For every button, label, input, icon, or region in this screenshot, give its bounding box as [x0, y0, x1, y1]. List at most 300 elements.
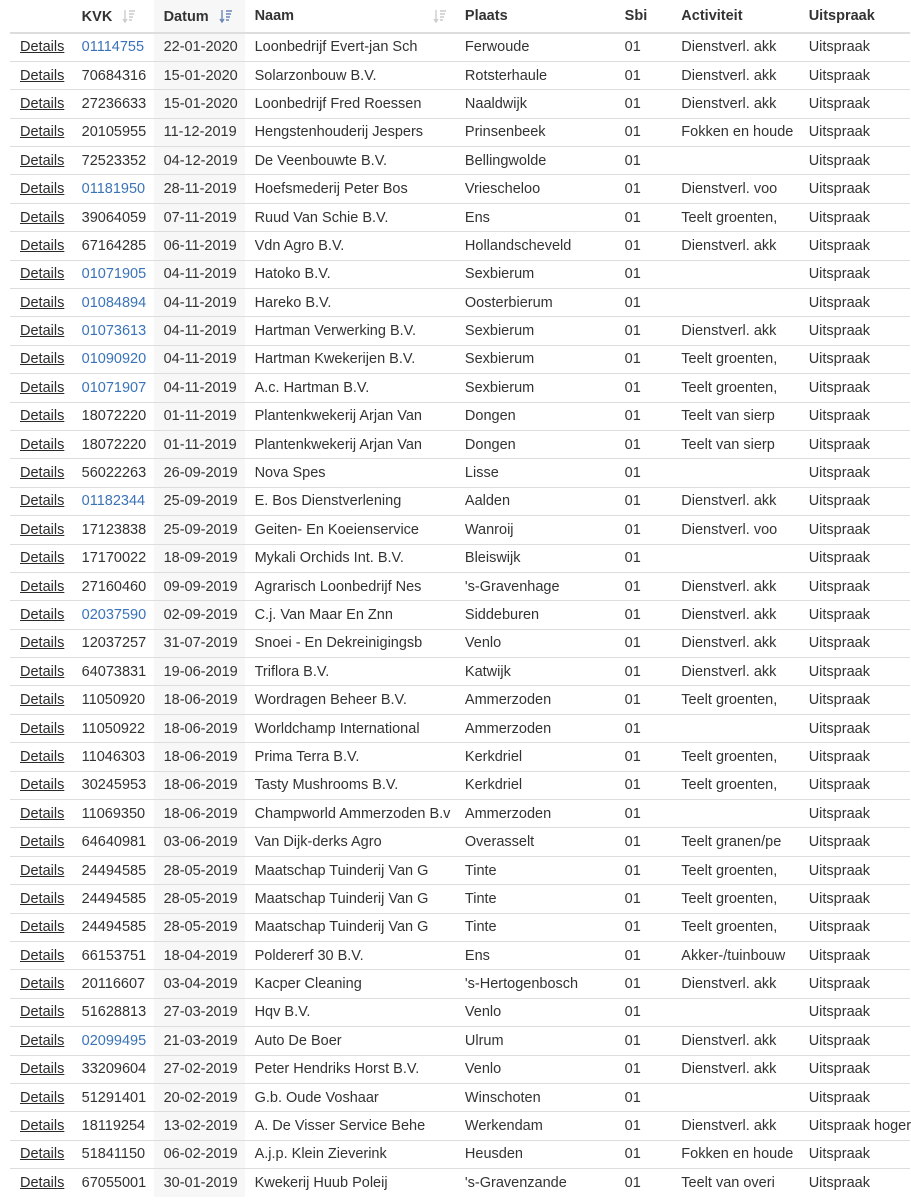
naam-value: Maatschap Tuinderij Van G	[254, 919, 429, 936]
uitspraak-value: Uitspraak	[808, 493, 870, 510]
details-link[interactable]: Details	[20, 294, 65, 311]
table-cell	[455, 175, 615, 203]
naam-value: Kwekerij Huub Poleij	[254, 1175, 388, 1192]
table-cell	[154, 459, 245, 487]
table-cell	[72, 260, 154, 288]
details-link[interactable]: Details	[20, 578, 65, 595]
table-row	[10, 658, 910, 686]
table-cell	[245, 856, 455, 884]
details-link[interactable]: Details	[20, 805, 65, 822]
naam-value: Ruud Van Schie B.V.	[254, 209, 389, 226]
table-cell	[455, 232, 615, 260]
table-cell	[455, 61, 615, 89]
naam-value: Hqv B.V.	[254, 1004, 311, 1021]
table-cell	[10, 459, 72, 487]
plaats-value: Venlo	[464, 635, 502, 652]
plaats-value: Dongen	[464, 408, 516, 425]
details-link[interactable]: Details	[20, 408, 65, 425]
kvk-link[interactable]: 01090920	[81, 351, 147, 368]
uitspraak-value: Uitspraak	[808, 1032, 870, 1049]
table-cell	[671, 260, 798, 288]
table-cell	[154, 1055, 245, 1083]
details-link[interactable]: Details	[20, 124, 65, 141]
table-cell	[10, 885, 72, 913]
kvk-number: 27160460	[81, 578, 147, 595]
table-cell	[154, 629, 245, 657]
kvk-link[interactable]: 01071905	[81, 266, 147, 283]
activiteit-value: Teelt granen/pe	[681, 834, 782, 851]
table-cell	[671, 232, 798, 260]
sbi-value: 01	[624, 95, 641, 112]
table-cell	[245, 232, 455, 260]
table-cell	[245, 487, 455, 515]
sbi-value: 01	[624, 152, 641, 169]
table-cell	[154, 828, 245, 856]
activiteit-value: Dienstverl. akk	[681, 635, 777, 652]
kvk-number: 67055001	[81, 1175, 147, 1192]
table-cell	[615, 317, 672, 345]
details-link[interactable]: Details	[20, 663, 65, 680]
uitspraak-value: Uitspraak	[808, 379, 870, 396]
table-cell	[245, 572, 455, 600]
activiteit-value: Fokken en houde	[681, 124, 794, 141]
table-cell	[154, 572, 245, 600]
kvk-link[interactable]: 01114755	[81, 39, 145, 56]
table-cell	[245, 90, 455, 118]
sbi-value: 01	[624, 237, 641, 254]
table-cell	[615, 1083, 672, 1111]
table-cell	[245, 1140, 455, 1168]
kvk-link[interactable]: 01181950	[81, 181, 146, 198]
table-cell	[245, 658, 455, 686]
details-link[interactable]: Details	[20, 1089, 65, 1106]
table-cell	[72, 402, 154, 430]
table-cell	[245, 885, 455, 913]
table-cell	[245, 743, 455, 771]
table-cell	[455, 118, 615, 146]
details-link[interactable]: Details	[20, 493, 65, 510]
table-row	[10, 345, 910, 373]
table-cell	[615, 33, 672, 61]
table-cell	[671, 885, 798, 913]
table-row	[10, 260, 910, 288]
activiteit-value: Dienstverl. akk	[681, 95, 777, 112]
table-cell	[671, 33, 798, 61]
plaats-value: 's-Gravenhage	[464, 578, 560, 595]
kvk-link[interactable]: 02037590	[81, 607, 147, 623]
table-cell	[10, 942, 72, 970]
details-link[interactable]: Details	[20, 607, 65, 623]
sbi-value: 01	[624, 1146, 641, 1163]
table-cell	[671, 1112, 798, 1140]
activiteit-value: Dienstverl. akk	[681, 1061, 777, 1078]
table-cell	[245, 601, 455, 629]
table-cell	[799, 885, 910, 913]
table-cell	[455, 487, 615, 515]
table-cell	[245, 402, 455, 430]
details-link[interactable]: Details	[20, 39, 65, 56]
uitspraak-value: Uitspraak	[808, 181, 870, 198]
table-row	[10, 601, 910, 629]
details-link[interactable]: Details	[20, 890, 65, 907]
table-cell	[671, 487, 798, 515]
details-link[interactable]: Details	[20, 209, 65, 226]
table-cell	[72, 629, 154, 657]
table-cell	[154, 1112, 245, 1140]
kvk-number: 72523352	[81, 152, 147, 169]
kvk-number: 18072220	[81, 436, 147, 453]
table-cell	[154, 1083, 245, 1111]
table-cell	[615, 430, 672, 458]
header-datum[interactable]	[154, 0, 245, 33]
kvk-link[interactable]: 01084894	[81, 294, 147, 311]
activiteit-value: Teelt van sierp	[681, 408, 775, 425]
table-cell	[615, 771, 672, 799]
table-cell	[10, 544, 72, 572]
details-link[interactable]: Details	[20, 862, 65, 879]
activiteit-value: Dienstverl. akk	[681, 323, 777, 340]
table-body	[10, 33, 910, 1197]
sbi-value: 01	[624, 266, 641, 283]
details-link[interactable]: Details	[20, 465, 65, 482]
activiteit-value: Dienstverl. akk	[681, 237, 777, 254]
kvk-link[interactable]: 01071907	[81, 379, 147, 396]
details-link[interactable]: Details	[20, 777, 65, 794]
table-row	[10, 33, 910, 61]
table-row	[10, 1083, 910, 1111]
table-cell	[72, 828, 154, 856]
details-link[interactable]: Details	[20, 67, 65, 84]
table-cell	[154, 771, 245, 799]
table-cell	[671, 800, 798, 828]
table-cell	[455, 601, 615, 629]
plaats-value: Bleiswijk	[464, 550, 521, 567]
kvk-number: 20105955	[81, 124, 147, 141]
uitspraak-value: Uitspraak	[808, 152, 870, 169]
table-cell	[799, 430, 910, 458]
header-activiteit[interactable]: Activiteit	[671, 0, 798, 33]
details-link[interactable]: Details	[20, 95, 65, 112]
datum-value: 11-12-2019	[163, 124, 237, 141]
activiteit-value: Teelt groenten,	[681, 748, 778, 765]
activiteit-value: Dienstverl. voo	[681, 521, 778, 538]
table-cell	[455, 203, 615, 231]
table-cell	[10, 289, 72, 317]
details-link[interactable]: Details	[20, 834, 65, 851]
table-cell	[799, 1140, 910, 1168]
table-cell	[455, 828, 615, 856]
details-link[interactable]: Details	[20, 152, 65, 169]
table-cell	[154, 998, 245, 1026]
details-link[interactable]: Details	[20, 1146, 65, 1163]
uitspraak-value: Uitspraak	[808, 578, 870, 595]
table-cell	[615, 1027, 672, 1055]
table-row	[10, 317, 910, 345]
table-cell	[455, 317, 615, 345]
sbi-value: 01	[624, 39, 641, 56]
naam-value: Hareko B.V.	[254, 294, 332, 311]
details-link[interactable]: Details	[20, 1061, 65, 1078]
naam-value: Triflora B.V.	[254, 663, 330, 680]
details-link[interactable]: Details	[20, 323, 65, 340]
table-cell	[671, 771, 798, 799]
naam-value: Hartman Verwerking B.V.	[254, 323, 417, 340]
uitspraak-value: Uitspraak	[808, 862, 870, 879]
activiteit-value: Dienstverl. akk	[681, 976, 777, 993]
table-cell	[799, 374, 910, 402]
sort-unsorted-icon[interactable]	[122, 8, 136, 24]
details-link[interactable]: Details	[20, 1118, 65, 1135]
sbi-value: 01	[624, 890, 641, 907]
header-naam[interactable]	[245, 0, 455, 33]
details-link[interactable]: Details	[20, 919, 65, 936]
naam-value: Plantenkwekerij Arjan Van	[254, 436, 422, 453]
datum-value: 19-06-2019	[163, 663, 238, 680]
table-cell	[671, 998, 798, 1026]
plaats-value: Aalden	[464, 493, 511, 510]
table-cell	[72, 572, 154, 600]
table-row	[10, 289, 910, 317]
table-cell	[245, 629, 455, 657]
uitspraak-value: Uitspraak	[808, 777, 870, 794]
table-cell	[799, 232, 910, 260]
table-cell	[72, 147, 154, 175]
details-link[interactable]: Details	[20, 379, 65, 396]
table-cell	[72, 118, 154, 146]
table-cell	[10, 374, 72, 402]
table-cell	[615, 402, 672, 430]
table-cell	[245, 1112, 455, 1140]
table-cell	[799, 998, 910, 1026]
uitspraak-value: Uitspraak	[808, 408, 870, 425]
sbi-value: 01	[624, 635, 641, 652]
table-cell	[154, 1140, 245, 1168]
table-row	[10, 1169, 910, 1197]
naam-value: E. Bos Dienstverlening	[254, 493, 402, 510]
table-cell	[799, 317, 910, 345]
plaats-value: 's-Gravenzande	[464, 1175, 567, 1192]
table-cell	[245, 459, 455, 487]
table-cell	[72, 998, 154, 1026]
header-sbi[interactable]: Sbi	[615, 0, 672, 33]
table-row	[10, 1027, 910, 1055]
activiteit-value: Akker-/tuinbouw	[681, 947, 786, 964]
results-table	[10, 0, 910, 1197]
header-plaats[interactable]: Plaats	[455, 0, 615, 33]
table-cell	[671, 516, 798, 544]
table-cell	[615, 260, 672, 288]
kvk-number: 11046303	[81, 748, 146, 765]
table-cell	[72, 374, 154, 402]
datum-value: 18-06-2019	[163, 692, 238, 709]
details-link[interactable]: Details	[20, 692, 65, 709]
table-cell	[455, 1027, 615, 1055]
table-cell	[615, 1169, 672, 1197]
table-cell	[615, 913, 672, 941]
kvk-number: 12037257	[81, 635, 147, 652]
details-link[interactable]: Details	[20, 1032, 65, 1049]
table-cell	[245, 800, 455, 828]
datum-value: 04-11-2019	[163, 266, 237, 283]
sort-unsorted-icon[interactable]	[433, 8, 447, 24]
sbi-value: 01	[624, 748, 641, 765]
plaats-value: Overasselt	[464, 834, 535, 851]
table-cell	[245, 998, 455, 1026]
table-cell	[245, 771, 455, 799]
table-cell	[671, 118, 798, 146]
table-row	[10, 374, 910, 402]
table-cell	[799, 118, 910, 146]
table-cell	[154, 118, 245, 146]
naam-value: Prima Terra B.V.	[254, 748, 360, 765]
table-cell	[455, 686, 615, 714]
table-cell	[154, 374, 245, 402]
table-cell	[455, 913, 615, 941]
table-cell	[154, 1027, 245, 1055]
table-cell	[10, 828, 72, 856]
details-link[interactable]: Details	[20, 436, 65, 453]
table-cell	[671, 629, 798, 657]
details-link[interactable]: Details	[20, 635, 65, 652]
table-cell	[799, 175, 910, 203]
header-uitspraak[interactable]: Uitspraak	[799, 0, 910, 33]
naam-value: Snoei - En Dekreinigingsb	[254, 635, 423, 652]
table-cell	[72, 487, 154, 515]
activiteit-value: Teelt groenten,	[681, 890, 778, 907]
sbi-value: 01	[624, 465, 641, 482]
table-cell	[671, 714, 798, 742]
uitspraak-value: Uitspraak	[808, 550, 870, 567]
table-cell	[615, 629, 672, 657]
table-cell	[455, 942, 615, 970]
kvk-number: 11069350	[81, 805, 146, 822]
plaats-value: Tinte	[464, 890, 497, 907]
naam-value: G.b. Oude Voshaar	[254, 1089, 379, 1106]
table-row	[10, 459, 910, 487]
table-cell	[671, 1055, 798, 1083]
table-cell	[154, 970, 245, 998]
table-cell	[72, 317, 154, 345]
table-cell	[671, 686, 798, 714]
table-cell	[72, 1083, 154, 1111]
header-row	[10, 0, 910, 33]
table-cell	[10, 714, 72, 742]
table-cell	[245, 61, 455, 89]
naam-value: Loonbedrijf Fred Roessen	[254, 95, 422, 112]
table-cell	[72, 1027, 154, 1055]
table-cell	[154, 345, 245, 373]
table-cell	[455, 260, 615, 288]
table-cell	[615, 658, 672, 686]
details-link[interactable]: Details	[20, 947, 65, 964]
details-link[interactable]: Details	[20, 521, 65, 538]
table-cell	[10, 1055, 72, 1083]
table-cell	[615, 118, 672, 146]
kvk-number: 17123838	[81, 521, 147, 538]
table-cell	[615, 856, 672, 884]
table-row	[10, 686, 910, 714]
kvk-number: 67164285	[81, 237, 147, 254]
details-link[interactable]: Details	[20, 266, 65, 283]
sbi-value: 01	[624, 493, 641, 510]
table-cell	[154, 203, 245, 231]
details-link[interactable]: Details	[20, 351, 65, 368]
details-link[interactable]: Details	[20, 181, 65, 198]
sbi-value: 01	[624, 1089, 641, 1106]
table-cell	[455, 998, 615, 1026]
header-kvk[interactable]	[72, 0, 154, 33]
details-link[interactable]: Details	[20, 1004, 65, 1021]
sbi-value: 01	[624, 834, 641, 851]
details-link[interactable]: Details	[20, 748, 65, 765]
uitspraak-value: Uitspraak	[808, 465, 870, 482]
table-cell	[154, 856, 245, 884]
datum-value: 31-07-2019	[163, 635, 238, 652]
details-link[interactable]: Details	[20, 1175, 65, 1192]
table-cell	[455, 459, 615, 487]
table-cell	[245, 970, 455, 998]
datum-value: 18-06-2019	[163, 777, 238, 794]
table-cell	[671, 913, 798, 941]
uitspraak-value: Uitspraak	[808, 1175, 870, 1192]
kvk-link[interactable]: 01182344	[81, 493, 146, 510]
table-cell	[671, 289, 798, 317]
naam-value: Auto De Boer	[254, 1032, 342, 1049]
kvk-number: 18072220	[81, 408, 147, 425]
table-cell	[671, 970, 798, 998]
table-cell	[455, 90, 615, 118]
kvk-link[interactable]: 01073613	[81, 323, 147, 340]
table-cell	[799, 1027, 910, 1055]
details-link[interactable]: Details	[20, 237, 65, 254]
naam-value: Hoefsmederij Peter Bos	[254, 181, 408, 198]
table-cell	[10, 147, 72, 175]
sort-descending-icon[interactable]	[219, 8, 233, 24]
table-row	[10, 147, 910, 175]
activiteit-value: Teelt van sierp	[681, 436, 775, 453]
table-cell	[245, 118, 455, 146]
plaats-value: Sexbierum	[464, 323, 535, 340]
kvk-link[interactable]: 02099495	[81, 1032, 147, 1049]
table-cell	[799, 289, 910, 317]
naam-value: Hartman Kwekerijen B.V.	[254, 351, 416, 368]
plaats-value: Lisse	[464, 465, 499, 482]
details-link[interactable]: Details	[20, 976, 65, 993]
kvk-number: 24494585	[81, 890, 147, 907]
naam-value: Poldererf 30 B.V.	[254, 947, 364, 964]
table-cell	[72, 601, 154, 629]
table-cell	[671, 658, 798, 686]
sbi-value: 01	[624, 550, 641, 567]
activiteit-value: Dienstverl. akk	[681, 493, 777, 510]
uitspraak-value: Uitspraak	[808, 976, 870, 993]
table-cell	[72, 686, 154, 714]
table-cell	[799, 658, 910, 686]
table-cell	[154, 487, 245, 515]
table-cell	[671, 1169, 798, 1197]
details-link[interactable]: Details	[20, 550, 65, 567]
table-row	[10, 232, 910, 260]
sbi-value: 01	[624, 578, 641, 595]
table-cell	[671, 942, 798, 970]
table-cell	[799, 1055, 910, 1083]
table-cell	[72, 1055, 154, 1083]
details-link[interactable]: Details	[20, 720, 65, 737]
sbi-value: 01	[624, 209, 641, 226]
table-cell	[671, 743, 798, 771]
table-cell	[72, 743, 154, 771]
table-cell	[10, 516, 72, 544]
